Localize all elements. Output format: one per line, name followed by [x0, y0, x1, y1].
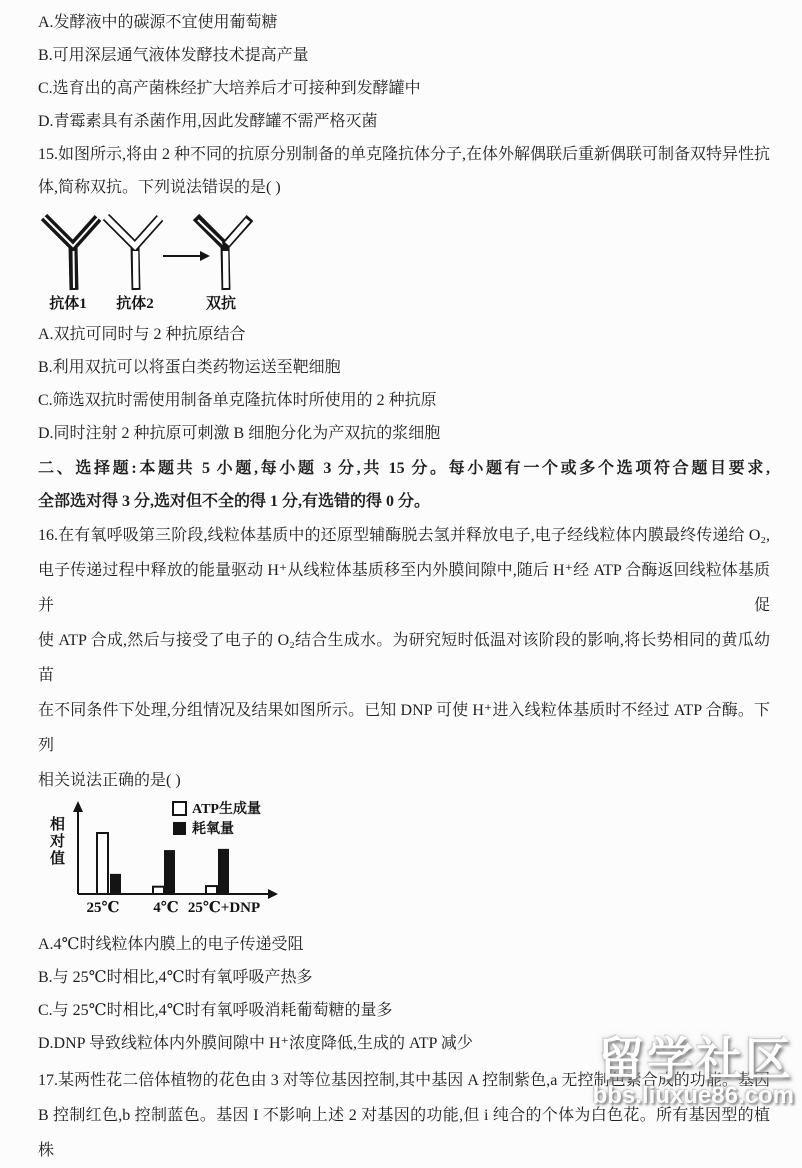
bispecific-antibody-label: 双抗: [205, 296, 237, 312]
watermark-url: bbs.liuxue86.com: [592, 1081, 794, 1109]
arrow-icon: [163, 251, 210, 261]
question-15-options: [0, 318, 802, 450]
antibody-diagram: [38, 204, 308, 316]
antibody-1-label: 抗体1: [49, 296, 87, 312]
option-b: B.利用双抗可以将蛋白类药物运送至靶细胞: [38, 359, 341, 376]
chart-legend: [173, 800, 261, 837]
option-c: C.与 25℃时相比,4℃时有氧呼吸消耗葡萄糖的量多: [38, 1002, 393, 1019]
bar-ATP生成量-25℃+DNP: [206, 886, 217, 894]
y-axis: [73, 801, 83, 894]
legend-filled-swatch: [173, 822, 186, 835]
legend-label-oxygen: 耗氧量: [192, 822, 234, 837]
x-tick-4c: 4℃: [153, 900, 179, 916]
bar-耗氧量-25℃: [110, 874, 121, 894]
x-tick-25c: 25℃: [86, 900, 120, 916]
option-d: D.DNP 导致线粒体内外膜间隙中 H⁺浓度降低,生成的 ATP 减少: [38, 1035, 473, 1052]
question-15: [0, 138, 802, 450]
bar-chart: [0, 800, 802, 922]
x-tick-25c-dnp: 25℃+DNP: [187, 900, 261, 916]
watermark-logo-text: 留学社区: [598, 1032, 794, 1085]
option-a: A.双抗可同时与 2 种抗原结合: [38, 326, 246, 343]
bar-chart-svg: [38, 800, 318, 922]
y-axis-label: 相对值: [48, 816, 64, 867]
option-a: A.4℃时线粒体内膜上的电子传递受阻: [38, 936, 304, 953]
question-16: [0, 518, 802, 1060]
question-14-options: [0, 6, 802, 138]
question-17-text-line2: B 控制红色,b 控制蓝色。基因 I 不影响上述 2 对基因的功能,但 i 纯合的个体为白色花。所有基因型的植株: [38, 1107, 770, 1159]
section-2-header: [0, 452, 802, 518]
option-b: B.与 25℃时相比,4℃时有氧呼吸产热多: [38, 969, 313, 986]
legend-open-swatch: [173, 802, 186, 815]
bar-ATP生成量-4℃: [153, 887, 164, 894]
bar-耗氧量-4℃: [164, 850, 175, 894]
section-header-line1: 二、选择题:本题共 5 小题,每小题 3 分,共 15 分。每小题有一个或多个选项符合题目要求,: [38, 460, 770, 477]
option-c: C.选育出的高产菌株经扩大培养后才可接种到发酵罐中: [38, 80, 421, 97]
antibody-1-shape: [44, 217, 98, 290]
option-d: D.同时注射 2 种抗原可刺激 B 细胞分化为产双抗的浆细胞: [38, 425, 441, 442]
question-16-text-line1: 16.在有氧呼吸第三阶段,线粒体基质中的还原型辅酶脱去氢并释放电子,电子经线粒体内膜最终传递给 O₂,: [38, 527, 770, 544]
question-16-text-line5: 相关说法正确的是( ): [38, 772, 181, 789]
question-16-text-line3: 使 ATP 合成,然后与接受了电子的 O₂结合生成水。为研究短时低温对该阶段的影响,将长势相同的黄瓜幼苗: [38, 632, 770, 684]
bars-group: [97, 833, 229, 894]
question-15-text-line2: 体,简称双抗。下列说法错误的是( ): [38, 179, 281, 196]
bar-ATP生成量-25℃: [97, 833, 108, 894]
antibody-2-label: 抗体2: [116, 296, 154, 312]
question-15-text-line1: 15.如图所示,将由 2 种不同的抗原分别制备的单克隆抗体分子,在体外解偶联后重新偶联可制备双特异性抗: [38, 146, 770, 163]
option-a: A.发酵液中的碳源不宜使用葡萄糖: [38, 14, 278, 31]
watermark: [592, 1032, 794, 1109]
question-16-text-line4: 在不同条件下处理,分组情况及结果如图所示。已知 DNP 可使 H⁺进入线粒体基质时不经过 ATP 合酶。下列: [38, 702, 770, 754]
bar-耗氧量-25℃+DNP: [218, 849, 229, 894]
question-16-text-line2: 电子传递过程中释放的能量驱动 H⁺从线粒体基质移至内外膜间隙中,随后 H⁺经 ATP 合酶返回线粒体基质并促: [38, 562, 770, 614]
legend-label-atp: ATP生成量: [192, 802, 261, 817]
option-b: B.可用深层通气液体发酵技术提高产量: [38, 47, 309, 64]
option-d: D.青霉素具有杀菌作用,因此发酵罐不需严格灭菌: [38, 113, 378, 130]
question-17-text-line1: 17.某两性花二倍体植物的花色由 3 对等位基因控制,其中基因 A 控制紫色,a 无控制色素合成的功能。基因: [38, 1072, 770, 1089]
option-c: C.筛选双抗时需使用制备单克隆抗体时所使用的 2 种抗原: [38, 392, 437, 409]
section-header-line2: 全部选对得 3 分,选对但不全的得 1 分,有选错的得 0 分。: [38, 493, 431, 510]
antibody-2-shape: [106, 217, 160, 290]
